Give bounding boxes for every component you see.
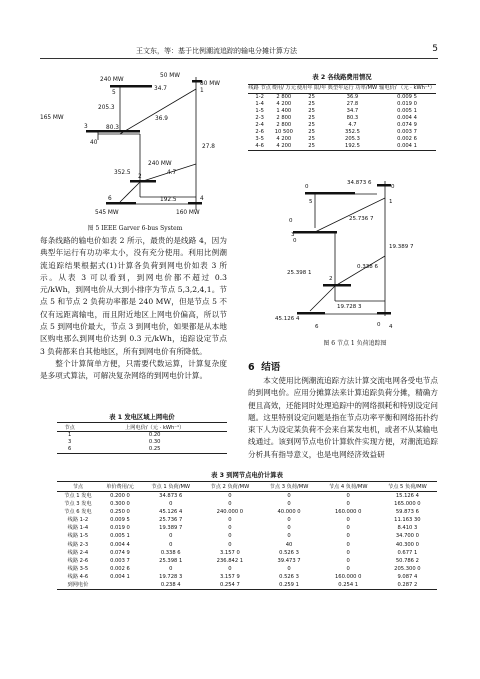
table-cell: 1-5 xyxy=(255,107,264,114)
paragraph: 每条线路的输电价如表 2 所示，最贵的是线路 4，因为典型年运行有功功率太小，没有充分使用。利用比例潮流追踪结果根据式(1)计算各负荷到网电价如表 3 所示。从表 3 可以看到，到网电价都不超过 0.3 元/kWh，到网电价从大到小排序为节点 5,3,2,4,1。节点 5 和节点 2 负荷功率都是 240 MW，但是节点 5 不仅有远距离输电，而且附近地区上网电价偏高，所以节点 5 到网电价最大，节点 3 到网电价，如果都是从本地区购电那么到网电价达到 0.3 元/kWh，追踪设定节点 3 负荷都来自其他地区，所有到网电价有所降低。 xyxy=(40,236,227,356)
table-cell: 4.7 xyxy=(348,121,357,128)
table-cell: 0 xyxy=(287,493,291,499)
fig6-label: 0 xyxy=(305,184,309,190)
table-cell: 6 xyxy=(57,446,82,454)
table-cell: 160.000 0 xyxy=(334,509,362,516)
table-cell: 25 xyxy=(308,128,315,135)
table-cell: 3.157 9 xyxy=(219,573,240,580)
table-cell: 25 xyxy=(308,107,315,114)
fig5-label: 36.9 xyxy=(155,116,168,122)
table-cell: 3-5 xyxy=(255,136,264,143)
fig6-label: 25.736 7 xyxy=(349,216,374,222)
table-cell: 4 200 xyxy=(276,136,292,143)
table-header: 单价费用/元 xyxy=(99,482,141,492)
fig5-label: 4 xyxy=(200,196,204,202)
table-header: 节点 2 负荷/MW xyxy=(200,482,259,492)
table-cell: 线路 1-2 xyxy=(67,517,89,524)
table-cell: 0 xyxy=(228,533,232,540)
table-cell: 0.238 4 xyxy=(141,581,200,590)
table-cell: 1-4 xyxy=(255,100,264,107)
table-cell: 34.700 0 xyxy=(395,533,419,540)
table-cell: 15.126 4 xyxy=(395,493,419,499)
figure-5-garver-system xyxy=(40,72,230,222)
table-cell: 240.000 0 xyxy=(216,509,244,516)
fig6-label: 2 xyxy=(329,276,333,282)
table-header: 节点 1 负荷/MW xyxy=(141,482,200,492)
table-cell: 1 400 xyxy=(276,107,292,114)
fig6-label: 45.126 4 xyxy=(275,316,300,322)
table-cell: 0 xyxy=(346,541,350,548)
table-row xyxy=(248,122,436,129)
paragraph: 整个计算简单方便，只需要代数运算，计算复杂度是多项式算法，可解决复杂网络的到网电价计算。 xyxy=(40,358,227,381)
table-cell: 0.250 0 xyxy=(110,509,130,516)
table-cell: 线路 3-5 xyxy=(67,565,89,572)
table-cell: 0 xyxy=(169,501,173,508)
table-cell: 80.3 xyxy=(346,114,359,121)
fig5-label: 6 xyxy=(108,196,112,202)
table-cell: 34.873 6 xyxy=(159,493,183,499)
fig5-label: 34.7 xyxy=(154,86,167,92)
table-cell: 0 xyxy=(169,565,173,572)
table-cell: 25 xyxy=(308,100,315,107)
table-cell: 45.126 4 xyxy=(159,509,183,516)
table-cell: 192.5 xyxy=(327,143,378,151)
table-cell: 0.005 1 xyxy=(397,107,417,114)
table-cell: 19.728 3 xyxy=(159,573,183,580)
figure-6-caption: 图 6 节点 1 负荷追踪图 xyxy=(323,340,387,347)
table-cell: 0 xyxy=(346,493,350,499)
table-cell: 0.20 xyxy=(148,432,161,438)
table-cell: 25 xyxy=(308,114,315,121)
table-cell: 0.074 9 xyxy=(397,121,417,128)
table-cell: 线路 2-6 xyxy=(67,557,89,564)
table-cell: 0 xyxy=(346,549,350,556)
fig5-label: 160 MW xyxy=(176,210,200,216)
table-header: 节点 5 负荷/MW xyxy=(378,482,437,492)
table-cell: 0.30 xyxy=(148,439,161,445)
table-cell: 0.259 1 xyxy=(259,581,318,590)
fig6-label: 3 xyxy=(291,232,295,238)
fig5-label: 80 MW xyxy=(200,81,220,87)
table-cell: 节点 1 发电 xyxy=(64,493,92,499)
table-cell: 59.873 6 xyxy=(395,509,419,516)
table-2-caption: 表 2 各线路费用情况 xyxy=(312,74,372,81)
table-cell: 0 xyxy=(228,525,232,532)
table-header: 输电价/ （元 · kWh⁻¹） xyxy=(379,85,435,92)
table-cell: 10 500 xyxy=(274,128,293,135)
table-row xyxy=(57,557,437,565)
table-1 xyxy=(57,422,227,454)
table-row xyxy=(57,446,227,454)
fig6-label: 19.728 3 xyxy=(337,304,362,310)
table-header: 上网电价/（元 · kWh⁻¹） xyxy=(82,423,227,432)
fig5-label: 40 xyxy=(90,140,98,146)
table-cell: 1-2 xyxy=(255,93,264,100)
table-cell: 0.005 1 xyxy=(110,533,130,540)
table-cell: 线路 1-4 xyxy=(67,525,89,532)
table-cell: 0.074 9 xyxy=(110,549,130,556)
table-cell: 205.300 0 xyxy=(394,565,421,572)
table-cell: 25.398 1 xyxy=(159,557,183,564)
table-row xyxy=(57,549,437,557)
table-cell: 线路 2-3 xyxy=(67,541,89,548)
table-cell: 25 xyxy=(308,93,315,100)
table-cell: 节点 6 发电 xyxy=(64,509,92,516)
right-column-body xyxy=(248,375,438,461)
table-cell: 40.300 0 xyxy=(395,541,419,548)
table-header: 节点 xyxy=(57,482,99,492)
table-row xyxy=(248,101,436,108)
table-cell: 0.004 4 xyxy=(110,541,130,548)
table-cell: 0.004 1 xyxy=(110,573,130,580)
table-cell: 205.3 xyxy=(345,136,360,143)
fig5-label: 192.5 xyxy=(160,197,177,203)
table-cell: 线路 2-4 xyxy=(67,549,89,556)
table-2 xyxy=(248,84,436,151)
table-cell: 0.019 0 xyxy=(110,525,130,532)
table-cell: 0 xyxy=(346,517,350,524)
table-cell: 线路 1-5 xyxy=(67,533,89,540)
table-header: 费用/ 万元 xyxy=(271,85,296,92)
fig6-label: 0 xyxy=(377,322,381,328)
table-cell: 0.287 2 xyxy=(378,581,437,590)
fig5-label: 240 MW xyxy=(148,161,172,167)
table-cell: 4-6 xyxy=(248,143,271,151)
table-row xyxy=(248,136,436,143)
table-cell: 到网电价 xyxy=(57,581,99,590)
table-cell: 11.163 30 xyxy=(394,517,421,524)
table-cell: 0.003 7 xyxy=(397,128,417,135)
figure-6-node1-trace xyxy=(265,176,445,336)
table-cell: 236.842 1 xyxy=(216,557,244,564)
fig6-label: 0 xyxy=(289,218,293,224)
fig5-label: 352.5 xyxy=(114,170,131,176)
table-cell: 34.7 xyxy=(346,107,359,114)
table-row xyxy=(57,508,437,516)
table-cell: 8.410 3 xyxy=(397,525,418,532)
table-cell: 352.5 xyxy=(345,128,360,135)
table-cell xyxy=(99,581,141,590)
table-cell: 0 xyxy=(287,517,291,524)
table-header: 线路 节点 xyxy=(248,85,271,92)
table-cell: 0.526 3 xyxy=(279,549,299,556)
table-cell: 0 xyxy=(228,501,232,508)
figure-5-caption: 图 5 IEEE Garver 6-bus System xyxy=(87,225,183,232)
table-cell: 0 xyxy=(228,493,232,499)
table-cell: 0 xyxy=(228,517,232,524)
table-cell: 0 xyxy=(287,501,291,508)
table-row xyxy=(57,581,437,590)
table-1-caption: 表 1 发电区域上网电价 xyxy=(109,414,175,421)
table-cell: 3.157 0 xyxy=(219,549,240,556)
fig5-label: 205.3 xyxy=(98,105,115,111)
table-cell: 0 xyxy=(169,541,173,548)
header-title: 王文东，等：基于比例潮流追踪的输电分摊计算方法 xyxy=(136,47,297,55)
fig6-label: 19.389 7 xyxy=(389,244,414,250)
table-cell: 4 200 xyxy=(276,100,292,107)
fig5-label: 1 xyxy=(200,88,204,94)
fig6-label: 0.338 6 xyxy=(357,264,378,270)
table-cell: 0.009 5 xyxy=(110,517,130,524)
table-cell: 0.004 1 xyxy=(378,143,436,151)
table-cell: 39.473 7 xyxy=(277,557,301,564)
table-cell: 0.300 0 xyxy=(110,501,130,508)
table-cell: 0.004 4 xyxy=(397,114,417,121)
table-header: 典型年运行 功率/MW xyxy=(327,85,378,92)
fig6-label: 0 xyxy=(293,238,297,244)
table-cell: 线路 4-6 xyxy=(67,573,89,580)
fig6-label: 34.873 6 xyxy=(347,180,372,186)
table-cell: 0 xyxy=(169,533,173,540)
table-row xyxy=(57,524,437,532)
table-cell: 0 xyxy=(346,557,350,564)
fig5-label: 240 MW xyxy=(100,77,124,83)
fig6-label: 4 xyxy=(389,324,393,330)
fig5-label: 3 xyxy=(84,124,88,130)
table-cell: 4 200 xyxy=(271,143,296,151)
table-cell: 19.389 7 xyxy=(159,525,183,532)
fig6-label: 25.398 1 xyxy=(287,270,312,276)
table-row xyxy=(57,516,437,524)
table-cell: 0 xyxy=(287,533,291,540)
table-row xyxy=(248,115,436,122)
table-cell: 3 xyxy=(68,439,72,445)
table-row xyxy=(57,492,437,501)
table-cell: 0 xyxy=(228,565,232,572)
table-cell: 0 xyxy=(287,525,291,532)
table-cell: 2-4 xyxy=(255,121,264,128)
fig6-label: 0 xyxy=(391,184,395,190)
table-cell: 25 xyxy=(296,143,326,151)
table-cell: 25.736 7 xyxy=(159,517,183,524)
table-row xyxy=(57,565,437,573)
table-row xyxy=(57,500,437,508)
page-number: 5 xyxy=(432,44,438,54)
table-row xyxy=(57,532,437,540)
table-cell: 160.000 0 xyxy=(334,573,362,580)
table-cell: 2 800 xyxy=(276,121,292,128)
fig5-label: 165 MW xyxy=(40,115,64,121)
table-header: 节点 xyxy=(57,423,82,432)
table-cell: 0 xyxy=(346,565,350,572)
table-cell: 0.019 0 xyxy=(397,100,417,107)
table-cell: 9.087 4 xyxy=(397,573,418,580)
running-header xyxy=(40,44,438,59)
fig5-label: 27.8 xyxy=(202,144,215,150)
table-header: 使用年 限/年 xyxy=(296,85,327,92)
table-cell: 2 800 xyxy=(276,114,292,121)
table-cell: 0.25 xyxy=(82,446,227,454)
table-cell: 2 800 xyxy=(276,93,292,100)
table-cell: 0.526 3 xyxy=(279,573,299,580)
table-cell: 0 xyxy=(346,533,350,540)
table-header: 节点 4 负荷/MW xyxy=(319,482,378,492)
table-row xyxy=(248,129,436,136)
fig6-label: 6 xyxy=(315,324,319,330)
table-row xyxy=(57,432,227,440)
fig5-label: 80.3 xyxy=(106,125,119,131)
table-cell: 25 xyxy=(308,136,315,143)
fig6-label: 1 xyxy=(389,199,393,205)
section-heading xyxy=(248,359,280,373)
fig5-label: 5 xyxy=(112,90,116,96)
table-cell: 2-6 xyxy=(255,128,264,135)
table-cell: 0 xyxy=(287,565,291,572)
table-cell: 27.8 xyxy=(346,100,359,107)
table-3 xyxy=(57,481,437,590)
table-cell: 0 xyxy=(228,541,232,548)
table-cell: 0.200 0 xyxy=(110,493,130,499)
table-row xyxy=(57,573,437,581)
fig5-label: 4.7 xyxy=(167,170,177,176)
table-cell: 40 xyxy=(285,541,293,548)
table-row xyxy=(248,93,436,101)
table-row xyxy=(57,541,437,549)
section-number: 6 xyxy=(248,362,255,373)
left-column-body xyxy=(40,235,227,383)
table-cell: 36.9 xyxy=(346,93,359,100)
table-cell: 50.786 2 xyxy=(395,557,419,564)
paragraph: 本文使用比例潮流追踪方法计算交流电网各受电节点的到网电价。应用分摊算法来计算追踪负荷分摊，精确方便且高效，还能同时处理追踪中的网络损耗和特别设定问题。这里特别设定问题是指在节点功率平衡和网络拓扑约束下人为设定某负荷不会来自某发电机，或者不从某输电线通过。该到网节点电价计算软件实现方便，对潮流追踪分析具有指导意义，也是电网经济效益研 xyxy=(248,376,438,459)
table-header: 节点 3 负荷/MW xyxy=(259,482,318,492)
table-cell: 25 xyxy=(308,121,315,128)
section-title: 结语 xyxy=(261,362,281,373)
table-cell: 0.254 7 xyxy=(200,581,259,590)
table-cell: 0.002 6 xyxy=(110,565,130,572)
table-row xyxy=(57,439,227,446)
table-3-caption: 表 3 到网节点电价计算表 xyxy=(211,472,283,479)
fig5-label: 2 xyxy=(138,174,142,180)
table-cell: 0.338 6 xyxy=(160,549,181,556)
table-cell: 2-3 xyxy=(255,114,264,121)
fig6-label: 5 xyxy=(309,199,313,205)
table-cell: 0.009 5 xyxy=(397,93,417,100)
table-cell: 节点 3 发电 xyxy=(64,501,92,508)
table-cell: 0.003 7 xyxy=(110,557,130,564)
fig5-label: 50 MW xyxy=(160,73,180,79)
table-cell: 0.677 1 xyxy=(397,549,418,556)
table-cell: 165.000 0 xyxy=(394,501,421,508)
table-cell: 1 xyxy=(68,432,72,438)
table-cell: 0 xyxy=(346,501,350,508)
table-cell: 40.000 0 xyxy=(277,509,301,516)
table-cell: 0.254 1 xyxy=(319,581,378,590)
fig5-label: 545 MW xyxy=(95,210,119,216)
table-row xyxy=(248,108,436,115)
table-cell: 0 xyxy=(346,525,350,532)
table-cell: 0.002 6 xyxy=(397,136,417,143)
table-row xyxy=(248,143,436,151)
